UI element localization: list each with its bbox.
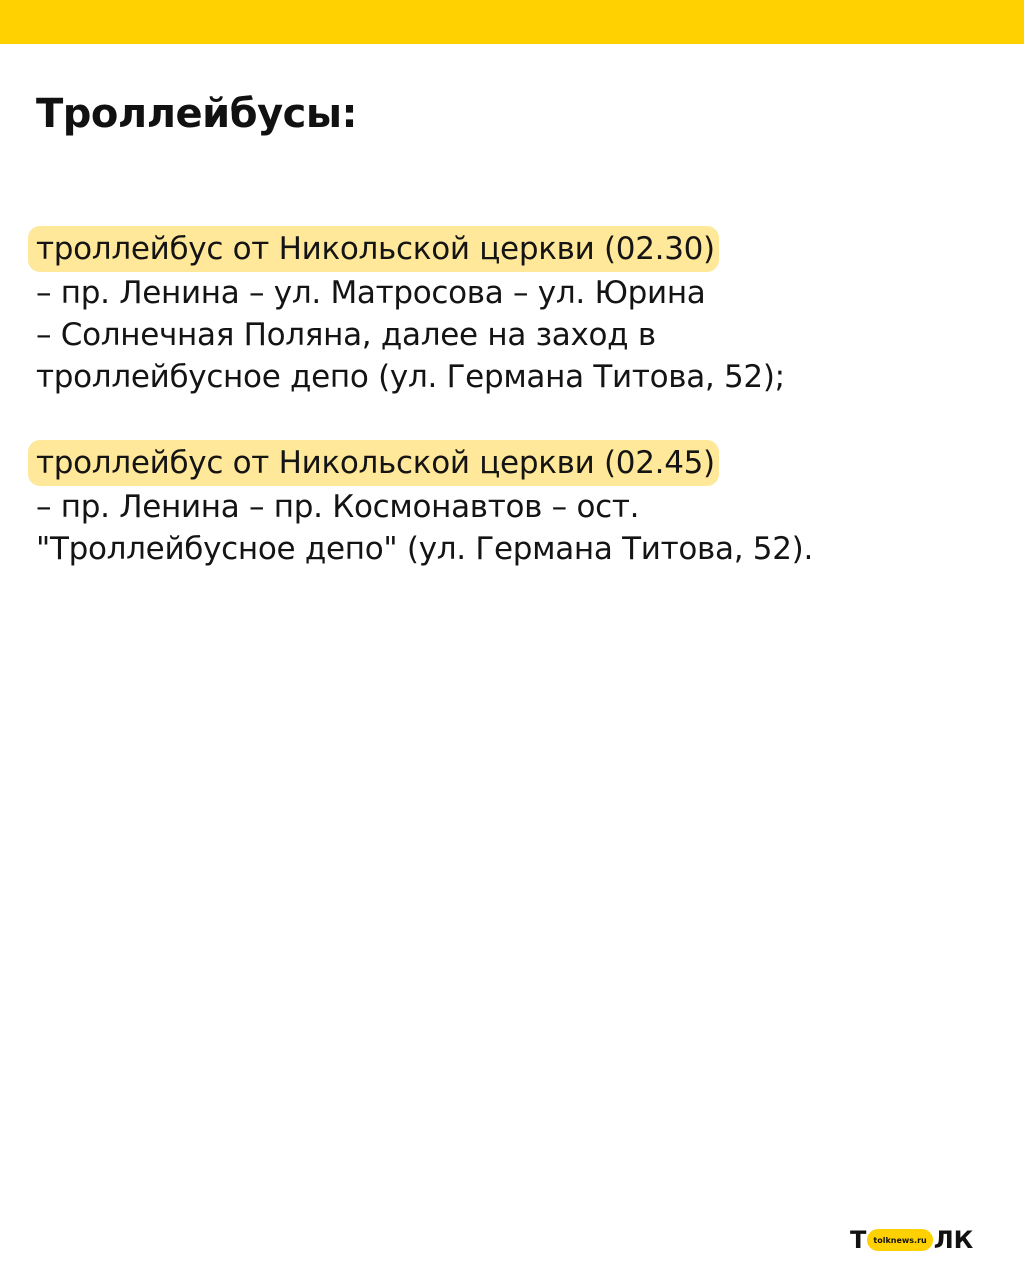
- route-heading: троллейбус от Никольской церкви (02.30): [28, 226, 719, 272]
- logo-pill: tolknews.ru: [867, 1229, 932, 1251]
- route-line: троллейбусное депо (ул. Германа Титова, 52);: [36, 359, 785, 395]
- route-item: [36, 226, 986, 398]
- route-item: [36, 440, 986, 570]
- route-line: "Троллейбусное депо" (ул. Германа Титова, 52).: [36, 531, 814, 567]
- logo-letter-left: Т: [850, 1226, 867, 1254]
- tolk-logo: [850, 1226, 973, 1254]
- page-title: Троллейбусы:: [36, 91, 358, 137]
- route-line: – пр. Ленина – пр. Космонавтов – ост.: [36, 489, 640, 525]
- route-line: – Солнечная Поляна, далее на заход в: [36, 317, 656, 353]
- logo-letters-right: ЛК: [933, 1226, 974, 1254]
- top-accent-bar: [0, 0, 1024, 44]
- route-line: – пр. Ленина – ул. Матросова – ул. Юрина: [36, 275, 706, 311]
- route-heading: троллейбус от Никольской церкви (02.45): [28, 440, 719, 486]
